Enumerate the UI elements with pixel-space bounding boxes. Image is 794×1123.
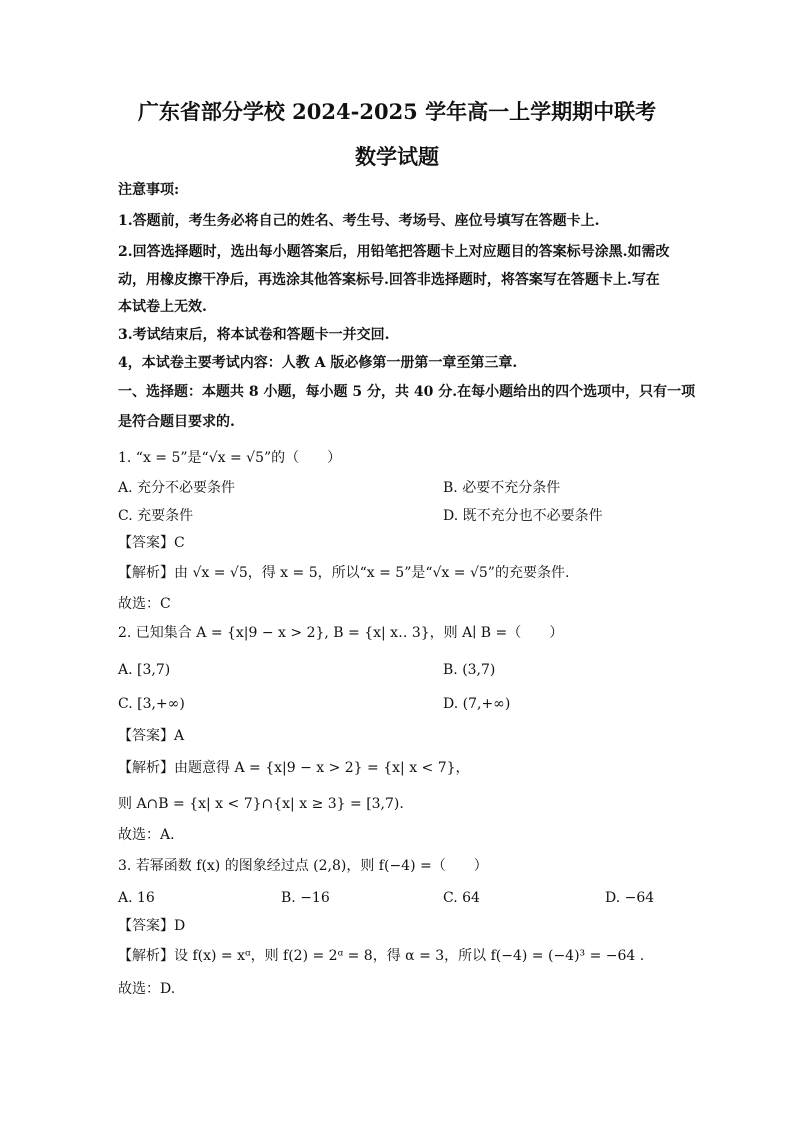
question-3-answer: 【答案】D [118, 918, 186, 934]
question-1-option-a: A. 充分不必要条件 [118, 480, 236, 496]
notice-item-2-line-2: 动，用橡皮擦干净后，再选涂其他答案标号.回答非选择题时，将答案写在答题卡上.写在 [118, 272, 660, 288]
notice-item-2-line-3: 本试卷上无效. [118, 299, 207, 315]
question-2-conclusion: 故选：A. [118, 827, 175, 843]
section-1-intro-line-2: 是符合题目要求的. [118, 414, 235, 430]
notice-item-3: 3.考试结束后，将本试卷和答题卡一并交回. [118, 327, 390, 343]
question-1-conclusion: 故选：C [118, 596, 171, 612]
page-title: 广东省部分学校 2024-2025 学年高一上学期期中联考 [137, 99, 657, 124]
question-2-analysis-line-1: 【解析】由题意得 A = {x|9 − x > 2} = {x| x < 7}， [118, 760, 470, 776]
page-subtitle: 数学试题 [355, 144, 439, 169]
question-3-option-b: B. −16 [281, 890, 330, 906]
question-3-option-d: D. −64 [605, 890, 655, 906]
question-1-analysis: 【解析】由 √x = √5，得 x = 5，所以“x = 5”是“√x = √5”的充要条件. [118, 565, 570, 581]
question-2-option-a: A. [3,7) [118, 662, 171, 678]
question-3-conclusion: 故选：D. [118, 981, 176, 997]
question-2-stem: 2. 已知集合 A = {x|9 − x > 2}, B = {x| x‥ 3}，则 A∣ B =（ ） [118, 625, 564, 641]
question-1-answer: 【答案】C [118, 535, 185, 551]
notice-heading: 注意事项: [118, 182, 180, 198]
question-3-stem: 3. 若幂函数 f(x) 的图象经过点 (2,8)，则 f(−4) =（ ） [118, 858, 488, 874]
question-3-option-c: C. 64 [443, 890, 480, 906]
question-3-analysis: 【解析】设 f(x) = xᵅ，则 f(2) = 2ᵅ = 8，得 α = 3，所以 f(−4) = (−4)³ = −64 . [118, 948, 645, 964]
question-1-option-d: D. 既不充分也不必要条件 [443, 508, 603, 524]
question-2-analysis-line-2: 则 A∩B = {x| x < 7}∩{x| x ≥ 3} = [3,7). [118, 796, 404, 812]
question-1-stem: 1. “x = 5”是“√x = √5”的（ ） [118, 450, 342, 466]
question-2-answer: 【答案】A [118, 728, 185, 744]
question-3-option-a: A. 16 [118, 890, 155, 906]
notice-item-4: 4，本试卷主要考试内容：人教 A 版必修第一册第一章至第三章. [118, 355, 518, 371]
question-1-option-c: C. 充要条件 [118, 508, 194, 524]
question-2-option-d: D. (7,+∞) [443, 696, 511, 712]
notice-item-1: 1.答题前，考生务必将自己的姓名、考生号、考场号、座位号填写在答题卡上. [118, 213, 600, 229]
question-1-option-b: B. 必要不充分条件 [443, 480, 561, 496]
section-1-intro-line-1: 一、选择题：本题共 8 小题，每小题 5 分，共 40 分.在每小题给出的四个选项中，只有一项 [118, 384, 696, 400]
notice-item-2-line-1: 2.回答选择题时，选出每小题答案后，用铅笔把答题卡上对应题目的答案标号涂黑.如需改 [118, 244, 670, 260]
question-2-option-c: C. [3,+∞) [118, 696, 185, 712]
question-2-option-b: B. (3,7) [443, 662, 496, 678]
